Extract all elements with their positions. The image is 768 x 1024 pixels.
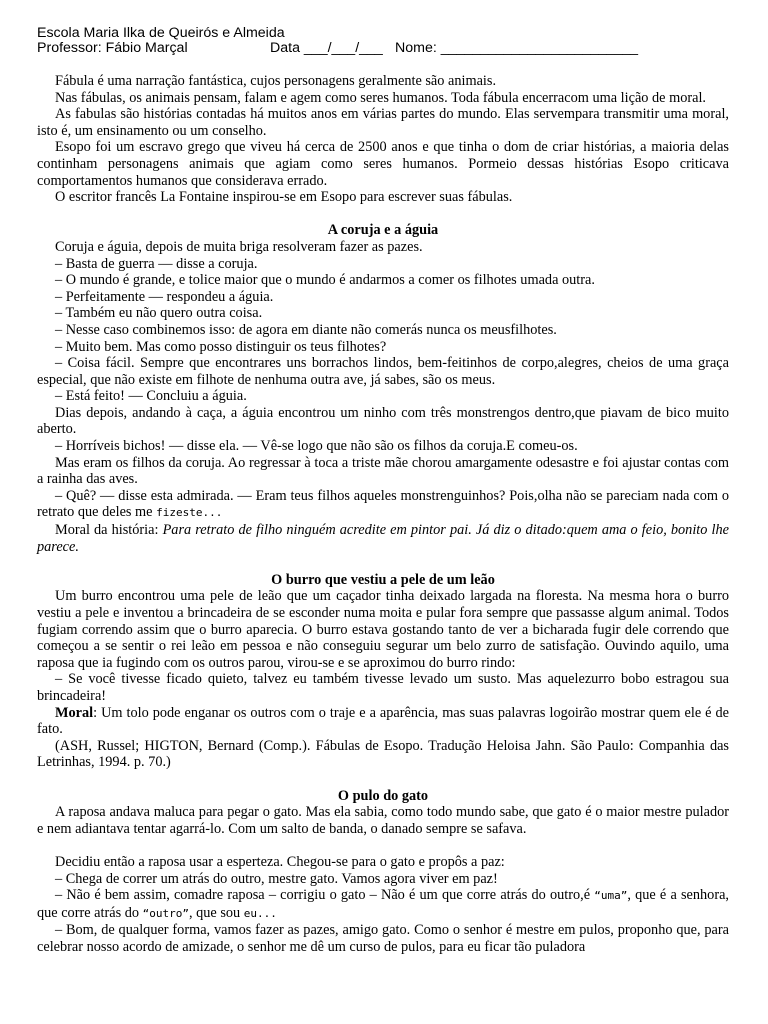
story-paragraph: Um burro encontrou uma pele de leão que um caçador tinha deixado largada na floresta. Na mesma hora o burro vestiu a pele e inventou a brincadeira de se esconder numa moita e pular fora sempre que passasse algum animal. Todos fugiam correndo assim que o burro aparecia. O burro estava gostando tanto de ver a bicharada fugir dele correndo que começou a se sentir o rei leão em pessoa e não conseguiu segurar um belo zurro de satisfação. Ouvindo aquilo, uma raposa que ia fugindo com os outros parou, virou-se e se aproximou do burro rindo: (37, 588, 729, 671)
story-dialogue (37, 887, 729, 922)
date-field: Data ___/___/___ (270, 40, 383, 56)
document-body (37, 73, 729, 955)
moral-label: Moral da história: (55, 522, 163, 539)
story-title-coruja: A coruja e a águia (327, 222, 439, 239)
story-dialogue: – O mundo é grande, e tolice maior que o mundo é andarmos a comer os filhotes umada outra. (55, 272, 595, 289)
intro-paragraph: Fábula é uma narração fantástica, cujos personagens geralmente são animais. (55, 73, 497, 89)
professor-label: Professor: Fábio Marçal (37, 40, 188, 56)
story-moral (37, 705, 729, 738)
story-moral (37, 522, 729, 555)
story-dialogue: – Se você tivesse ficado quieto, talvez eu também tivesse levado um susto. Mas aquelezurro bobo estragou sua brincadeira! (37, 671, 729, 704)
moral-text: : Um tolo pode enganar os outros com o traje e a aparência, mas suas palavras logoirão mostrar quem ele é de fato. (37, 704, 729, 738)
story-dialogue: – Basta de guerra — disse a coruja. (55, 255, 258, 272)
intro-paragraph: O escritor francês La Fontaine inspirou-se em Esopo para escrever suas fábulas. (55, 189, 513, 206)
dialogue-text-end: fizeste... (156, 506, 223, 520)
story-reference: (ASH, Russel; HIGTON, Bernard (Comp.). Fábulas de Esopo. Tradução Heloisa Jahn. São Paulo: Companhia das Letrinhas, 1994. p. 70.) (37, 737, 729, 771)
dialogue-text: , que é a senhora, que corre atrás do (37, 887, 730, 921)
dialogue-text: , que sou (188, 904, 244, 921)
dialogue-text: – Quê? — disse esta admirada. — Eram teus filhos aqueles monstrenguinhos? Pois,olha não se pareciam nada com o retrato que deles me (37, 487, 729, 521)
story-paragraph: A raposa andava maluca para pegar o gato. Mas ela sabia, como todo mundo sabe, que gato é o maior mestre pulador e nem adiantava tentar agarrá-lo. Com um salto de banda, o danado sempre se safava. (37, 804, 729, 837)
story-dialogue: – Bom, de qualquer forma, vamos fazer as pazes, amigo gato. Como o senhor é mestre em pulos, proponho que, para celebrar nosso acordo de amizade, o senhor me dê um curso de pulos, para eu ficar tão puladora (37, 922, 729, 955)
quoted-word: “outro” (142, 906, 189, 920)
worksheet-header (37, 26, 737, 56)
moral-label: Moral (55, 704, 94, 721)
intro-paragraph: Nas fábulas, os animais pensam, falam e agem como seres humanos. Toda fábula encerracom uma lição de moral. (55, 89, 706, 106)
story-paragraph: Coruja e águia, depois de muita briga resolveram fazer as pazes. (55, 238, 423, 255)
intro-paragraph: Esopo foi um escravo grego que viveu há cerca de 2500 anos e que tinha o dom de criar histórias, a maioria delas continham personagens animais que agiam como seres humanos. Pormeio dessas histórias Esopo criticava comportamentos humanos que considerava errado. (37, 139, 729, 189)
story-title-burro: O burro que vestiu a pele de um leão (271, 571, 495, 588)
story-paragraph: Dias depois, andando à caça, a águia encontrou um ninho com três monstrengos dentro,que piavam de bico muito aberto. (37, 404, 729, 438)
story-paragraph: Mas eram os filhos da coruja. Ao regressar à toca a triste mãe chorou amargamente odesastre e foi ajustar contas com a rainha das aves. (37, 454, 729, 488)
intro-paragraph: As fabulas são histórias contadas há muitos anos em várias partes do mundo. Elas servempara transmitir uma moral, isto é, um ensinamento ou um conselho. (37, 106, 729, 139)
story-dialogue: – Está feito! — Concluiu a águia. (55, 388, 247, 405)
name-field: Nome: _________________________ (395, 40, 638, 56)
story-dialogue: – Também eu não quero outra coisa. (55, 305, 263, 322)
quoted-word: eu... (243, 906, 277, 920)
moral-text: Para retrato de filho ninguém acredite em pintor pai. Já diz o ditado:quem ama o feio, bonito lhe parece. (37, 522, 729, 555)
header-info-row (37, 41, 737, 56)
school-name: Escola Maria Ilka de Queirós e Almeida (37, 25, 285, 41)
story-paragraph: Decidiu então a raposa usar a esperteza. Chegou-se para o gato e propôs a paz: (55, 853, 505, 870)
story-dialogue: – Perfeitamente — respondeu a águia. (55, 288, 274, 305)
story-dialogue (37, 488, 729, 522)
quoted-word: “uma” (594, 889, 628, 903)
story-dialogue: – Chega de correr um atrás do outro, mestre gato. Vamos agora viver em paz! (55, 870, 498, 887)
story-title-gato: O pulo do gato (337, 787, 429, 804)
story-dialogue: – Horríveis bichos! — disse ela. — Vê-se logo que não são os filhos da coruja.E comeu-os. (55, 438, 578, 455)
story-dialogue: – Coisa fácil. Sempre que encontrares uns borrachos lindos, bem-feitinhos de corpo,alegres, cheios de uma graça especial, que não existe em filhote de nenhuma outra ave, já sabes, são os meus. (37, 355, 729, 388)
story-dialogue: – Nesse caso combinemos isso: de agora em diante não comerás nunca os meusfilhotes. (55, 321, 557, 338)
dialogue-text: – Não é bem assim, comadre raposa – corrigiu o gato – Não é um que corre atrás do outro,é (55, 887, 595, 904)
story-dialogue: – Muito bem. Mas como posso distinguir os teus filhotes? (55, 338, 387, 355)
